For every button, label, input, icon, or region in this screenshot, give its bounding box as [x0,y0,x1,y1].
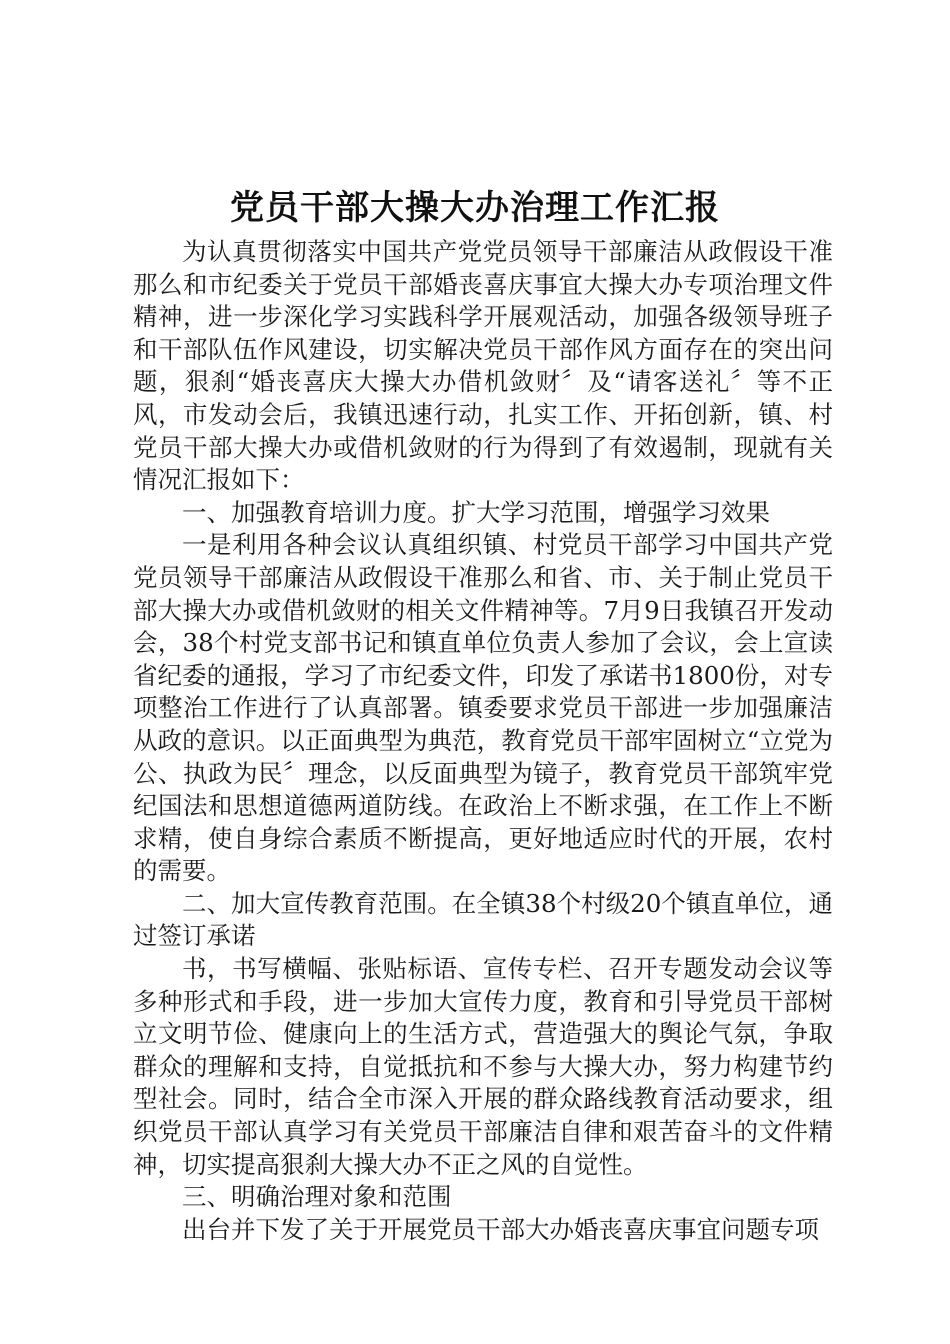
paragraph-section-1-heading: 一、加强教育培训力度。扩大学习范围，增强学习效果 [182,497,770,527]
paragraph-section-2-heading: 二、加大宣传教育范围。在全镇38个村级20个镇直单位，通过签订承诺 [133,888,833,951]
paragraph-section-3-heading: 三、明确治理对象和范围 [182,1182,452,1212]
paragraph-section-3-body: 出台并下发了关于开展党员干部大办婚丧喜庆事宜问题专项 [182,1214,819,1244]
paragraph-intro: 为认真贯彻落实中国共产党党员领导干部廉洁从政假设干准那么和市纪委关于党员干部婚丧喜庆事宜大操大办专项治理文件精神，进一步深化学习实践科学开展观活动，加强各级领导班子和干部队伍作风建设，切实解决党员干部作风方面存在的突出问题，狠刹“婚丧喜庆大操大办借机敛财〞及“请客送礼〞等不正风，市发动会后，我镇迅速行动，扎实工作、开拓创新，镇、村党员干部大操大办或借机敛财的行为得到了有效遏制，现就有关情况汇报如下： [133,237,833,495]
paragraph-section-1-body: 一是利用各种会议认真组织镇、村党员干部学习中国共产党党员领导干部廉洁从政假设干准那么和省、市、关于制止党员干部大操大办或借机敛财的相关文件精神等。7月9日我镇召开发动会，38个村党支部书记和镇直单位负责人参加了会议，会上宣读省纪委的通报，学习了市纪委文件，印发了承诺书1800份，对专项整治工作进行了认真部署。镇委要求党员干部进一步加强廉洁从政的意识。以正面典型为典范，教育党员干部牢固树立“立党为公、执政为民〞理念，以反面典型为镜子，教育党员干部筑牢党纪国法和思想道德两道防线。在政治上不断求强，在工作上不断求精，使自身综合素质不断提高，更好地适应时代的开展，农村的需要。 [133,530,833,886]
paragraph-section-2-body: 书，书写横幅、张贴标语、宣传专栏、召开专题发动会议等多种形式和手段，进一步加大宣传力度，教育和引导党员干部树立文明节俭、健康向上的生活方式，营造强大的舆论气氛，争取群众的理解和支持，自觉抵抗和不参与大操大办，努力构建节约型社会。同时，结合全市深入开展的群众路线教育活动要求，组织党员干部认真学习有关党员干部廉洁自律和艰苦奋斗的文件精神，切实提高狠刹大操大办不正之风的自觉性。 [133,954,833,1179]
document-body [133,236,833,1246]
document-title: 党员干部大操大办治理工作汇报 [230,188,720,228]
